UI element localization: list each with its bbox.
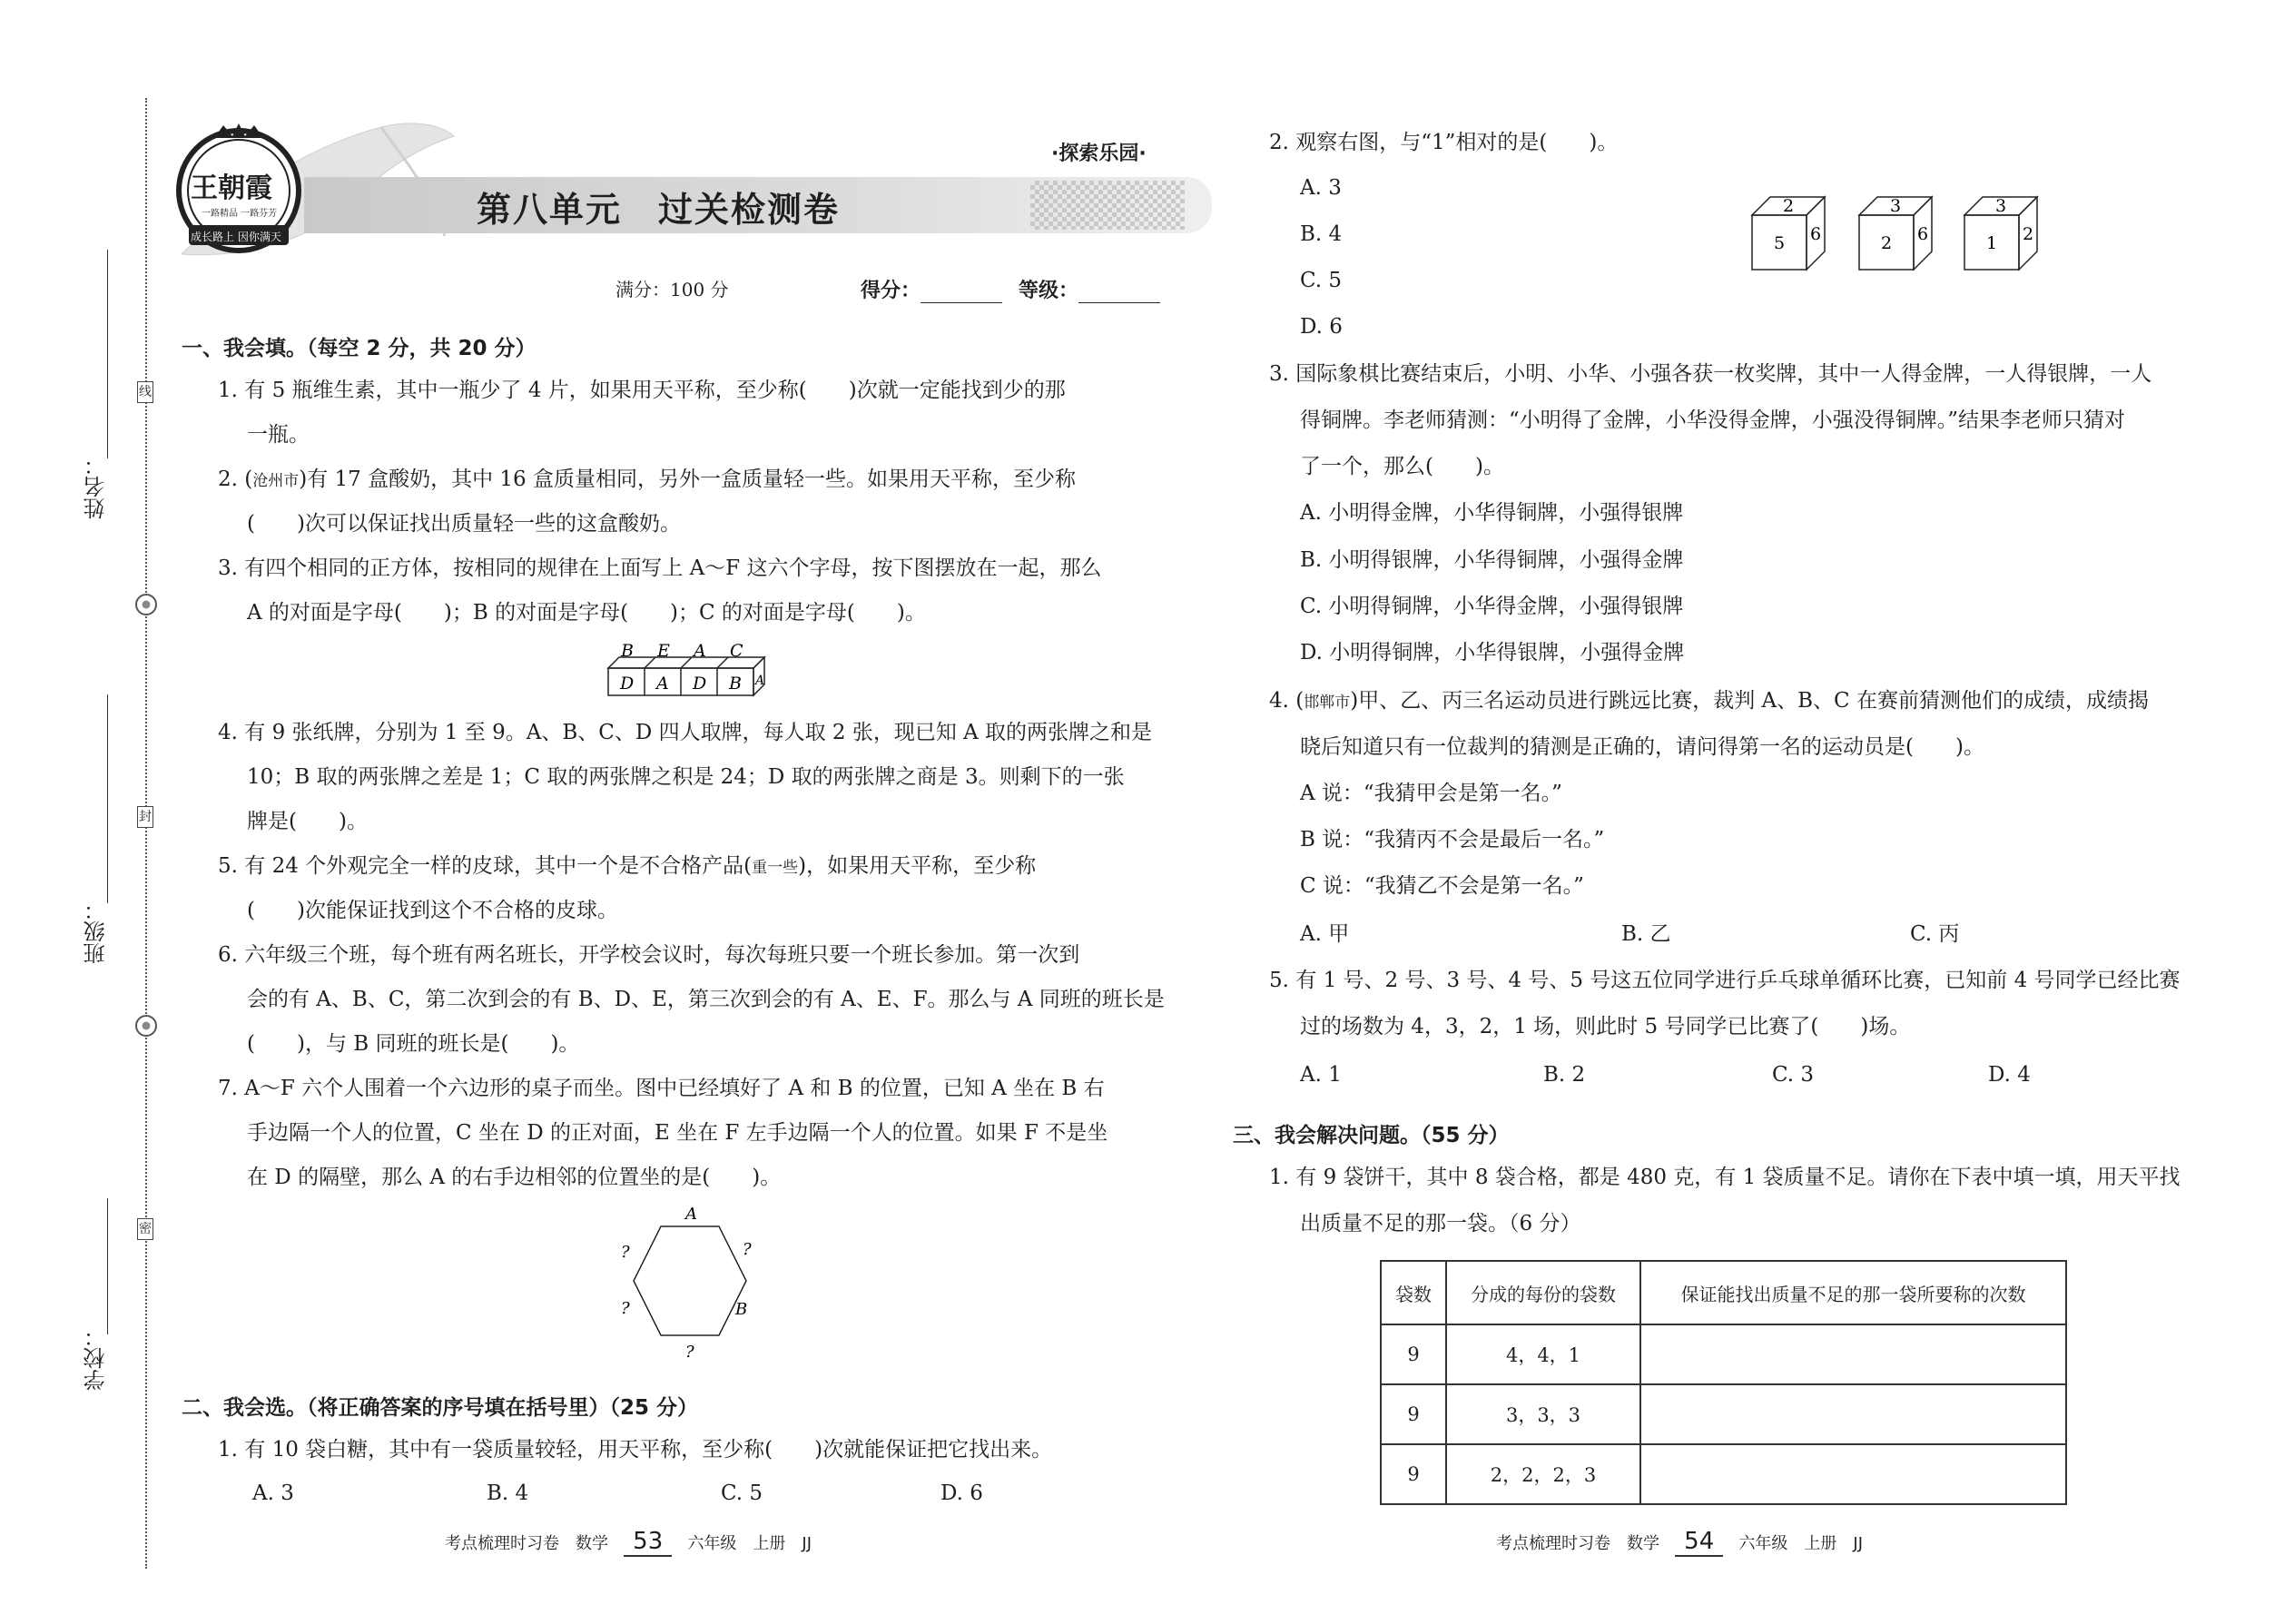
- s1-q5-line2: ( )次能保证找到这个不合格的皮球。: [247, 899, 618, 922]
- s2-q2-option-c: C. 5: [1300, 269, 1343, 292]
- s2-q1-line: 1. 有 10 袋白糖，其中有一袋质量较轻，用天平称，至少称( )次就能保证把它找出来。: [218, 1438, 1053, 1462]
- die3-front: 1: [1986, 233, 1998, 253]
- class-label: 班级：: [84, 899, 109, 964]
- cube-top-3: A: [694, 641, 706, 661]
- s2-q5-line1: 5. 有 1 号、2 号、3 号、4 号、5 号这五位同学进行乒乓球单循环比赛，已知前 4 号同学已经比赛: [1269, 969, 2181, 992]
- logo-subtext: 一路精品 一路芬芳: [202, 209, 278, 219]
- score-blank[interactable]: [921, 284, 1002, 303]
- table-row: [1381, 1384, 2066, 1444]
- full-score: 满分：100 分: [615, 279, 729, 300]
- die3-top: 3: [1995, 196, 2007, 216]
- table-cell: 9: [1381, 1444, 1446, 1504]
- s2-q5-option-b: B. 2: [1543, 1063, 1586, 1087]
- s1-q6-line1: 6. 六年级三个班，每个班有两名班长，开学校会议时，每次每班只要一个班长参加。第一次到: [218, 943, 1080, 967]
- letter-cubes-figure: [608, 641, 765, 699]
- s1-q3-line2: A 的对面是字母( )；B 的对面是字母( )；C 的对面是字母( )。: [247, 601, 926, 625]
- dice-figure: [1752, 195, 2079, 277]
- cube-front-1: D: [620, 674, 635, 694]
- die1-front: 5: [1774, 233, 1786, 253]
- s1-q5-line1: 5. 有 24 个外观完全一样的皮球，其中一个是不合格产品(重一些)，如果用天平称，至少称: [218, 854, 1037, 878]
- logo-text: 王朝霞: [191, 172, 272, 204]
- s1-q3-line1: 3. 有四个相同的正方体，按相同的规律在上面写上 A～F 这六个字母，按下图摆放在一起，那么: [218, 556, 1102, 580]
- table-cell: 2，2，2，3: [1446, 1444, 1640, 1504]
- s1-q4-line2: 10；B 取的两张牌之差是 1；C 取的两张牌之积是 24；D 取的两张牌之商是 3。则剩下的一张: [247, 765, 1125, 789]
- footer-grade: 六年级 上册 JJ: [687, 1534, 812, 1553]
- note-tag: 重一些: [752, 859, 799, 877]
- hex-seat-upper-right: ?: [743, 1240, 752, 1259]
- section3-heading: 三、我会解决问题。（55 分）: [1233, 1124, 1510, 1147]
- die3-side: 2: [2023, 224, 2034, 244]
- category-label: ·探索乐园·: [1051, 143, 1147, 165]
- die2-front: 2: [1881, 233, 1893, 253]
- footer-left: [445, 1528, 812, 1555]
- answer-cell[interactable]: [1640, 1384, 2066, 1444]
- s2-q1-option-c: C. 5: [721, 1481, 763, 1505]
- s2-q5-option-a: A. 1: [1300, 1063, 1342, 1087]
- binding-hole-2: [135, 1015, 157, 1037]
- cube-top-4: C: [730, 641, 743, 661]
- table-header-cell: 分成的每份的袋数: [1446, 1261, 1640, 1324]
- hex-seat-lower-right: B: [735, 1300, 748, 1319]
- s2-q4-option-b: B. 乙: [1621, 922, 1671, 946]
- source-tag: 沧州市: [252, 472, 300, 490]
- s2-q4-say-a: A 说：“我猜甲会是第一名。”: [1300, 782, 1562, 805]
- school-label: 学校：: [84, 1325, 109, 1391]
- table-row: [1381, 1324, 2066, 1384]
- s1-q7-line3: 在 D 的隔壁，那么 A 的右手边相邻的位置坐的是( )。: [247, 1166, 782, 1189]
- cube-side: A: [755, 674, 765, 688]
- s2-q1-option-b: B. 4: [487, 1481, 529, 1505]
- footer-grade: 六年级 上册 JJ: [1738, 1534, 1864, 1553]
- page-title: 第八单元 过关检测卷: [477, 190, 841, 230]
- cube-front-4: B: [729, 674, 742, 694]
- s2-q5-option-d: D. 4: [1988, 1063, 2031, 1087]
- binding-hole-1: [135, 594, 157, 615]
- page-number: 53: [624, 1528, 672, 1557]
- cube-top-2: E: [657, 641, 670, 661]
- table-cell: 9: [1381, 1384, 1446, 1444]
- s1-q4-line1: 4. 有 9 张纸牌，分别为 1 至 9。A、B、C、D 四人取牌，每人取 2 张，现已知 A 取的两张牌之和是: [218, 721, 1153, 744]
- table-cell: 3，3，3: [1446, 1384, 1640, 1444]
- table-header-row: [1381, 1261, 2066, 1324]
- die1-top: 2: [1783, 196, 1795, 216]
- answer-cell[interactable]: [1640, 1324, 2066, 1384]
- s1-q7-line2: 手边隔一个人的位置，C 坐在 D 的正对面，E 坐在 F 左手边隔一个人的位置。如果 F 不是坐: [247, 1121, 1108, 1145]
- s2-q3-option-a: A. 小明得金牌，小华得铜牌，小强得银牌: [1300, 501, 1684, 525]
- score-label: 得分：: [861, 280, 921, 302]
- s2-q1-option-d: D. 6: [940, 1481, 983, 1505]
- s1-q6-line3: ( )，与 B 同班的班长是( )。: [247, 1032, 580, 1056]
- s3-q1-line1: 1. 有 9 袋饼干，其中 8 袋合格，都是 480 克，有 1 袋质量不足。请你在下表中填一填，用天平找: [1269, 1166, 2181, 1189]
- answer-cell[interactable]: [1640, 1444, 2066, 1504]
- table-header-cell: 保证能找出质量不足的那一袋所要称的次数: [1640, 1261, 2066, 1324]
- s1-q1-line2: 一瓶。: [247, 423, 310, 447]
- s2-q4-line2: 晓后知道只有一位裁判的猜测是正确的，请问得第一名的运动员是( )。: [1300, 735, 1984, 759]
- score-row: [615, 275, 729, 301]
- school-fill-line: [107, 1198, 108, 1334]
- s1-q2-line1: 2. (沧州市)有 17 盒酸奶，其中 16 盒质量相同，另外一盒质量轻一些。如果用天平称，至少称: [218, 468, 1076, 491]
- page-number: 54: [1675, 1528, 1723, 1557]
- grade-field: [1019, 275, 1160, 303]
- s2-q3-option-c: C. 小明得铜牌，小华得金牌，小强得银牌: [1300, 595, 1684, 618]
- source-tag-2: 邯郸市: [1304, 694, 1351, 712]
- s2-q1-option-a: A. 3: [252, 1481, 294, 1505]
- section1-heading: 一、我会填。（每空 2 分，共 20 分）: [182, 337, 537, 360]
- seal-mark-line: 线: [137, 381, 153, 403]
- score-field: [861, 275, 1002, 303]
- class-fill-line: [107, 694, 108, 903]
- cube-front-2: A: [656, 674, 669, 694]
- s2-q4-say-c: C 说：“我猜乙不会是第一名。”: [1300, 874, 1584, 898]
- s1-q1-line1: 1. 有 5 瓶维生素，其中一瓶少了 4 片，如果用天平称，至少称( )次就一定能找到少的那: [218, 379, 1066, 402]
- hex-seat-lower-left: ?: [621, 1299, 630, 1318]
- s2-q2-line: 2. 观察右图，与“1”相对的是( )。: [1269, 131, 1619, 154]
- table-header-cell: 袋数: [1381, 1261, 1446, 1324]
- footer-book: 考点梳理时习卷 数学: [1496, 1534, 1659, 1553]
- s2-q4-option-c: C. 丙: [1910, 922, 1960, 946]
- hexagon-table-figure: [608, 1203, 772, 1362]
- table-cell: 9: [1381, 1324, 1446, 1384]
- s2-q2-option-d: D. 6: [1300, 315, 1343, 339]
- s2-q5-option-c: C. 3: [1772, 1063, 1815, 1087]
- seal-mark-seal: 封: [137, 806, 153, 828]
- grade-label: 等级：: [1019, 280, 1079, 302]
- name-label: 姓名：: [84, 454, 109, 519]
- s2-q3-option-b: B. 小明得银牌，小华得铜牌，小强得金牌: [1300, 548, 1684, 572]
- s3-q1-line2: 出质量不足的那一袋。（6 分）: [1300, 1212, 1581, 1235]
- s2-q2-option-a: A. 3: [1300, 176, 1342, 200]
- s2-q3-line2: 得铜牌。李老师猜测：“小明得了金牌，小华没得金牌，小强没得铜牌。”结果李老师只猜对: [1300, 408, 2126, 432]
- s1-q7-line1: 7. A～F 六个人围着一个六边形的桌子而坐。图中已经填好了 A 和 B 的位置，已知 A 坐在 B 右: [218, 1077, 1105, 1100]
- die2-top: 3: [1890, 196, 1902, 216]
- hex-seat-bottom: ?: [685, 1343, 694, 1362]
- s2-q2-option-b: B. 4: [1300, 222, 1343, 246]
- grade-blank[interactable]: [1078, 284, 1160, 303]
- die1-side: 6: [1810, 224, 1822, 244]
- section2-heading: 二、我会选。（将正确答案的序号填在括号里）（25 分）: [182, 1396, 699, 1420]
- seal-mark-secret: 密: [137, 1218, 153, 1240]
- s2-q4-say-b: B 说：“我猜丙不会是最后一名。”: [1300, 828, 1605, 851]
- footer-book: 考点梳理时习卷 数学: [445, 1534, 608, 1553]
- table-row: [1381, 1444, 2066, 1504]
- s2-q4-option-a: A. 甲: [1300, 922, 1350, 946]
- s2-q3-line1: 3. 国际象棋比赛结束后，小明、小华、小强各获一枚奖牌，其中一人得金牌，一人得银牌，一人: [1269, 362, 2152, 386]
- weighing-table: [1380, 1260, 2067, 1505]
- s2-q3-line3: 了一个，那么( )。: [1300, 455, 1504, 478]
- table-cell: 4，4，1: [1446, 1324, 1640, 1384]
- die2-side: 6: [1917, 224, 1929, 244]
- cube-top-1: B: [621, 641, 634, 661]
- hex-seat-upper-left: ?: [621, 1243, 630, 1262]
- s1-q4-line3: 牌是( )。: [247, 810, 368, 833]
- s2-q3-option-d: D. 小明得铜牌，小华得银牌，小强得金牌: [1300, 641, 1685, 664]
- binding-dotted-line: [145, 98, 147, 1569]
- s1-q6-line2: 会的有 A、B、C，第二次到会的有 B、D、E，第三次到会的有 A、E、F。那么与 A 同班的班长是: [247, 988, 1165, 1011]
- banner-pattern: [1030, 181, 1185, 230]
- name-fill-line: [107, 250, 108, 458]
- s2-q5-line2: 过的场数为 4，3，2，1 场，则此时 5 号同学已比赛了( )场。: [1300, 1015, 1911, 1038]
- cube-front-3: D: [693, 674, 707, 694]
- footer-right: [1496, 1528, 1863, 1555]
- s2-q4-line1: 4. (邯郸市)甲、乙、丙三名运动员进行跳远比赛，裁判 A、B、C 在赛前猜测他们的成绩，成绩揭: [1269, 689, 2149, 713]
- hex-seat-top: A: [685, 1205, 697, 1224]
- logo-motto: 成长路上 因你满天: [191, 231, 281, 243]
- s1-q2-line2: ( )次可以保证找出质量轻一些的这盒酸奶。: [247, 512, 681, 536]
